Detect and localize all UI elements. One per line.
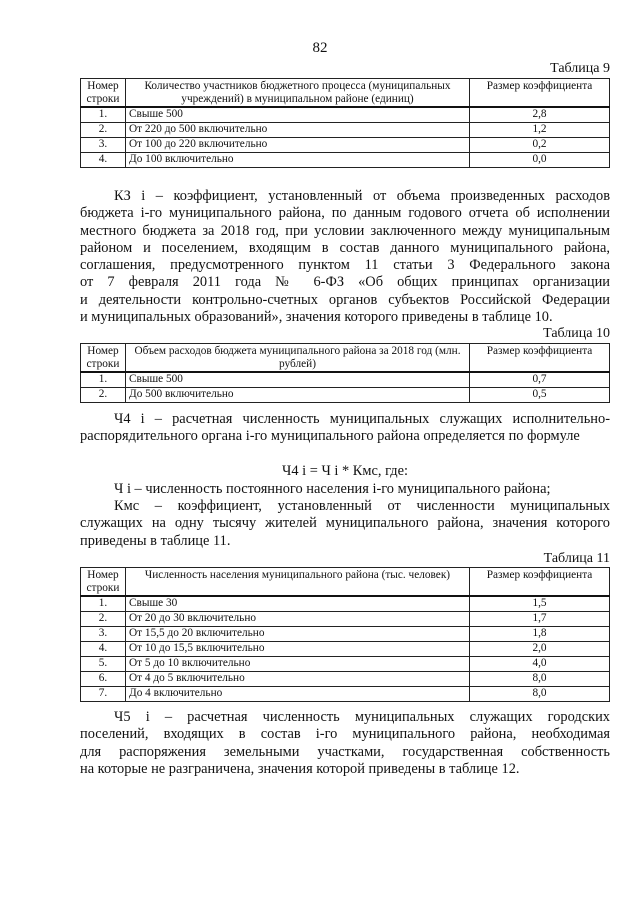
table9-header-row: [81, 79, 610, 108]
table10-header-row-number: Номер строки: [81, 344, 126, 373]
row-coefficient: 1,8: [470, 627, 610, 642]
text-line: районом и поселением, входящим в состав данного муниципального района,: [80, 239, 610, 256]
text-line: Ч5 i – расчетная численность муниципальных служащих городских: [114, 709, 610, 725]
text-line: от 7 февраля 2011 года № 6-ФЗ «Об общих принципах организации: [80, 274, 610, 291]
table10-header-expenses: Объем расходов бюджета муниципального района за 2018 год (млн. рублей): [126, 344, 470, 373]
row-number: 1.: [81, 372, 126, 388]
paragraph-kms: [80, 498, 610, 550]
row-range: До 100 включительно: [126, 153, 470, 168]
row-number: 7.: [81, 687, 126, 702]
row-number: 6.: [81, 672, 126, 687]
table-row: [81, 627, 610, 642]
row-coefficient: 1,5: [470, 596, 610, 612]
row-range: От 220 до 500 включительно: [126, 123, 470, 138]
table11-header-row: [81, 568, 610, 597]
row-range: От 20 до 30 включительно: [126, 612, 470, 627]
table-row: [81, 153, 610, 168]
table9-caption: Таблица 9: [550, 61, 610, 76]
row-range: От 100 до 220 включительно: [126, 138, 470, 153]
paragraph-ch: [80, 481, 610, 498]
row-range: Свыше 30: [126, 596, 470, 612]
row-range: Свыше 500: [126, 107, 470, 123]
text-line: соглашения, предусмотренного пунктом 11 статьи 3 Федерального закона: [80, 257, 610, 274]
table10: [80, 343, 610, 403]
table-row: [81, 642, 610, 657]
row-number: 2.: [81, 612, 126, 627]
row-coefficient: 0,0: [470, 153, 610, 168]
text-line: приведены в таблице 11.: [80, 532, 231, 549]
row-coefficient: 0,2: [470, 138, 610, 153]
table-row: [81, 596, 610, 612]
paragraph-ch4: [80, 411, 610, 446]
row-coefficient: 8,0: [470, 687, 610, 702]
row-range: До 4 включительно: [126, 687, 470, 702]
text-line: Кмс – коэффициент, установленный от численности муниципальных: [114, 498, 610, 514]
row-coefficient: 0,5: [470, 388, 610, 403]
table-row: [81, 388, 610, 403]
table11-caption: Таблица 11: [543, 551, 610, 566]
table9-header-row-number: Номер строки: [81, 79, 126, 108]
table9-header-coefficient: Размер коэффициента: [470, 79, 610, 108]
text-line: на которые не разграничена, значения которой приведены в таблице 12.: [80, 760, 520, 777]
text-line: распорядительного органа i-го муниципального района определяется по формуле: [80, 428, 580, 445]
row-range: От 15,5 до 20 включительно: [126, 627, 470, 642]
table-row: [81, 138, 610, 153]
row-coefficient: 2,0: [470, 642, 610, 657]
text-line: и муниципальных образований», значения которого приведены в таблице 10.: [80, 309, 553, 326]
row-coefficient: 8,0: [470, 672, 610, 687]
page-number: 82: [312, 40, 328, 56]
row-number: 5.: [81, 657, 126, 672]
row-range: Свыше 500: [126, 372, 470, 388]
row-number: 1.: [81, 596, 126, 612]
row-range: От 10 до 15,5 включительно: [126, 642, 470, 657]
table-row: [81, 123, 610, 138]
row-range: От 4 до 5 включительно: [126, 672, 470, 687]
text-line: бюджета i-го муниципального района, по данным годового отчета об исполнении: [80, 205, 610, 222]
row-coefficient: 0,7: [470, 372, 610, 388]
table10-header-coefficient: Размер коэффициента: [470, 344, 610, 373]
row-number: 2.: [81, 388, 126, 403]
row-number: 2.: [81, 123, 126, 138]
row-number: 1.: [81, 107, 126, 123]
table-row: [81, 107, 610, 123]
row-number: 4.: [81, 642, 126, 657]
row-range: От 5 до 10 включительно: [126, 657, 470, 672]
row-coefficient: 1,2: [470, 123, 610, 138]
table-row: [81, 612, 610, 627]
table9-header-participants: Количество участников бюджетного процесса (муниципальных учреждений) в муниципальном районе (единиц): [126, 79, 470, 108]
row-coefficient: 2,8: [470, 107, 610, 123]
row-number: 3.: [81, 138, 126, 153]
text-line: Ч4 i – расчетная численность муниципальных служащих исполнительно-: [114, 411, 610, 427]
table-row: [81, 687, 610, 702]
text-line: местного бюджета за 2018 год, при условии заключенного между муниципальным: [80, 222, 610, 239]
table-row: [81, 372, 610, 388]
text-line: для распоряжения земельными участками, государственная собственность: [80, 743, 610, 760]
text-line: КЗ i – коэффициент, установленный от объема произведенных расходов: [114, 188, 610, 204]
table11-header-coefficient: Размер коэффициента: [470, 568, 610, 597]
text-line: служащих на одну тысячу жителей муниципального района, значения которого: [80, 515, 610, 532]
row-coefficient: 4,0: [470, 657, 610, 672]
text-line: Ч i – численность постоянного населения i-го муниципального района;: [114, 481, 551, 497]
formula: Ч4 i = Ч i * Кмс, где:: [282, 463, 408, 479]
table10-caption: Таблица 10: [543, 326, 610, 341]
table11: [80, 567, 610, 702]
paragraph-ch5: [80, 709, 610, 778]
paragraph-k3: [80, 188, 610, 326]
row-number: 3.: [81, 627, 126, 642]
row-range: До 500 включительно: [126, 388, 470, 403]
table11-header-population: Численность населения муниципального района (тыс. человек): [126, 568, 470, 597]
text-line: поселений, входящих в состав i-го муниципального района, необходимая: [80, 726, 610, 743]
table10-header-row: [81, 344, 610, 373]
table-row: [81, 672, 610, 687]
table9: [80, 78, 610, 168]
table11-header-row-number: Номер строки: [81, 568, 126, 597]
row-coefficient: 1,7: [470, 612, 610, 627]
text-line: и деятельности контрольно-счетных органов субъектов Российской Федерации: [80, 291, 610, 308]
row-number: 4.: [81, 153, 126, 168]
table-row: [81, 657, 610, 672]
